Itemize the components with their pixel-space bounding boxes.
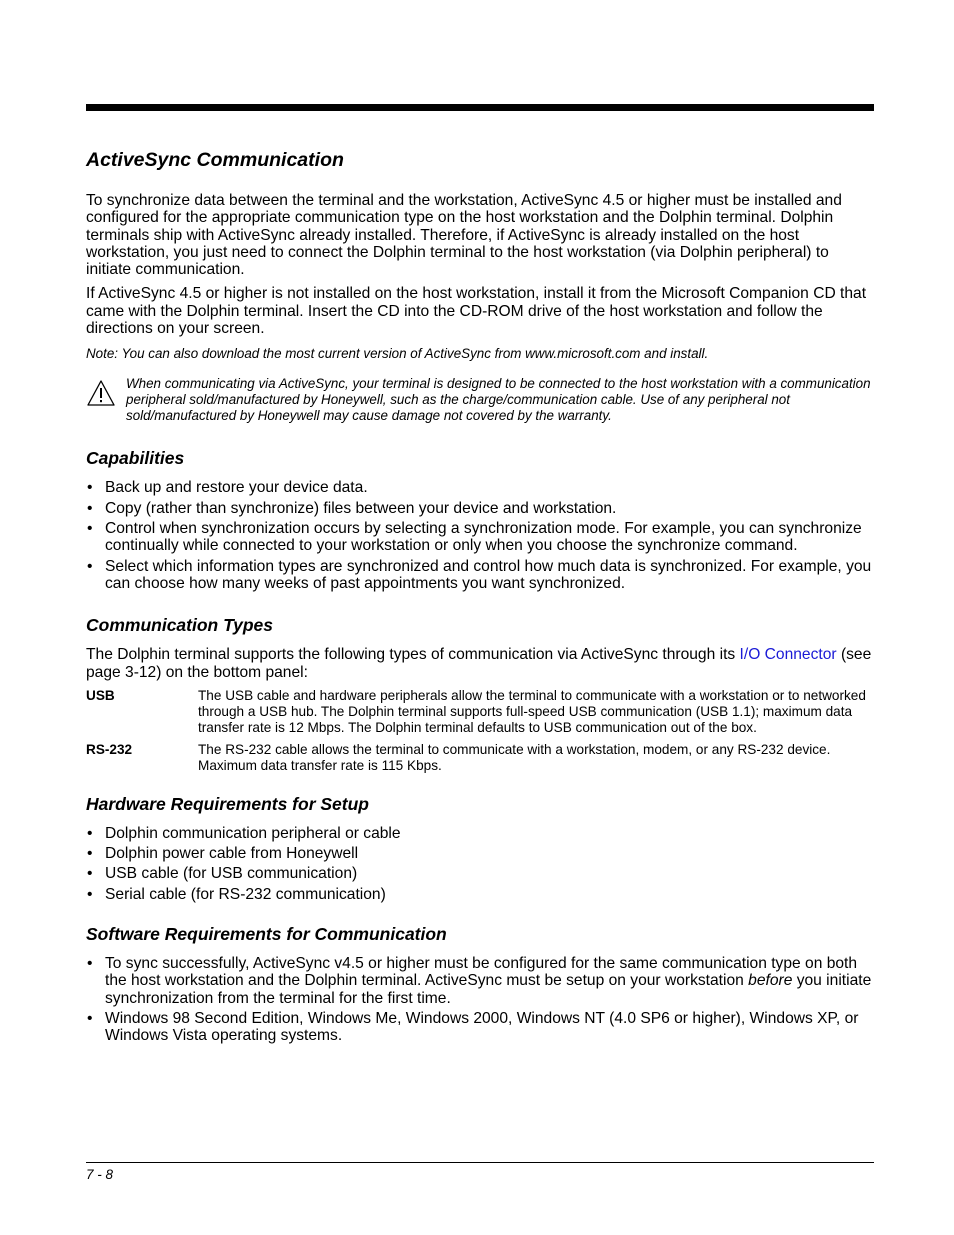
definition-description: The RS-232 cable allows the terminal to communicate with a workstation, modem, or any RS-232 device. Maximum data transfer rate is 115 Kbps. <box>198 741 831 773</box>
definition-term: RS-232 <box>86 741 133 757</box>
io-connector-link[interactable]: I/O Connector <box>739 646 837 664</box>
top-rule <box>86 104 874 111</box>
communication-types-list <box>86 688 874 774</box>
caution-block <box>86 376 874 423</box>
software-item-text: To sync successfully, ActiveSync v4.5 or higher must be configured for the same communication type on both the host workstation and the Dolphin terminal. ActiveSync must be setup on your workstation <box>105 955 858 990</box>
hardware-requirements-heading: Hardware Requirements for Setup <box>86 793 369 814</box>
comm-intro-text-after: (see page 3-12) on the bottom panel: <box>86 646 872 681</box>
page-content <box>86 148 874 1048</box>
list-item: • Dolphin communication peripheral or cable <box>86 825 874 842</box>
list-item: • USB cable (for USB communication) <box>86 865 874 882</box>
hardware-requirements-list <box>86 825 874 903</box>
caution-text: When communicating via ActiveSync, your terminal is designed to be connected to the host workstation with a communication peripheral sold/manufactured by Honeywell, such as the charge/communication cable. Use of any peripheral not sold/manufactured by Honeywell may cause damage not covered by the warranty. <box>126 376 871 423</box>
definition-description: The USB cable and hardware peripherals allow the terminal to communicate with a workstation or to networked through a USB hub. The Dolphin terminal supports full-speed USB communication (USB 1.1); maximum data transfer rate is 12 Mbps. The Dolphin terminal defaults to USB communication out of the box. <box>198 687 866 735</box>
list-item: • Dolphin power cable from Honeywell <box>86 845 874 862</box>
warning-icon <box>86 378 116 408</box>
page-title: ActiveSync Communication <box>86 149 344 171</box>
definition-row <box>86 742 874 774</box>
comm-intro-text: The Dolphin terminal supports the following types of communication via ActiveSync through its <box>86 646 740 664</box>
page-number: 7 - 8 <box>86 1167 114 1182</box>
definition-row <box>86 688 874 736</box>
list-item: • Serial cable (for RS-232 communication) <box>86 886 874 903</box>
list-item: • Control when synchronization occurs by selecting a synchronization mode. For example, you can synchronize continually while connected to your workstation or only when you choose the synchronize command. <box>86 520 874 555</box>
software-item-emphasis: before <box>748 972 793 990</box>
footer-rule <box>86 1162 874 1163</box>
intro-paragraph-1: To synchronize data between the terminal and the workstation, ActiveSync 4.5 or higher must be installed and configured for the appropriate communication type on the host workstation and the Dolphin terminal. Dolphin terminals ship with ActiveSync already installed. Therefore, if ActiveSync is already installed on the host workstation, you just need to connect the Dolphin terminal to the host workstation (via Dolphin peripheral) to initiate communication. <box>86 192 842 279</box>
software-requirements-heading: Software Requirements for Communication <box>86 924 447 945</box>
list-item <box>86 955 874 1007</box>
communication-types-intro <box>86 646 874 681</box>
software-item-text-after: you initiate synchronization from the terminal for the first time. <box>105 972 872 1007</box>
note-text: Note: You can also download the most current version of ActiveSync from www.microsoft.com and install. <box>86 346 709 362</box>
capabilities-heading: Capabilities <box>86 448 185 469</box>
list-item: • Windows 98 Second Edition, Windows Me, Windows 2000, Windows NT (4.0 SP6 or higher), Windows XP, or Windows Vista operating systems. <box>86 1010 874 1045</box>
capabilities-list <box>86 479 874 592</box>
software-requirements-list <box>86 955 874 1044</box>
list-item: • Select which information types are synchronized and control how much data is synchronized. For example, you can choose how many weeks of past appointments you want synchronized. <box>86 558 874 593</box>
definition-term: USB <box>86 687 115 703</box>
intro-paragraph-2: If ActiveSync 4.5 or higher is not installed on the host workstation, install it from the Microsoft Companion CD that came with the Dolphin terminal. Insert the CD into the CD-ROM drive of the host workstation and follow the directions on your screen. <box>86 285 867 338</box>
list-item: • Back up and restore your device data. <box>86 479 874 496</box>
list-item: • Copy (rather than synchronize) files between your device and workstation. <box>86 500 874 517</box>
communication-types-heading: Communication Types <box>86 615 274 636</box>
